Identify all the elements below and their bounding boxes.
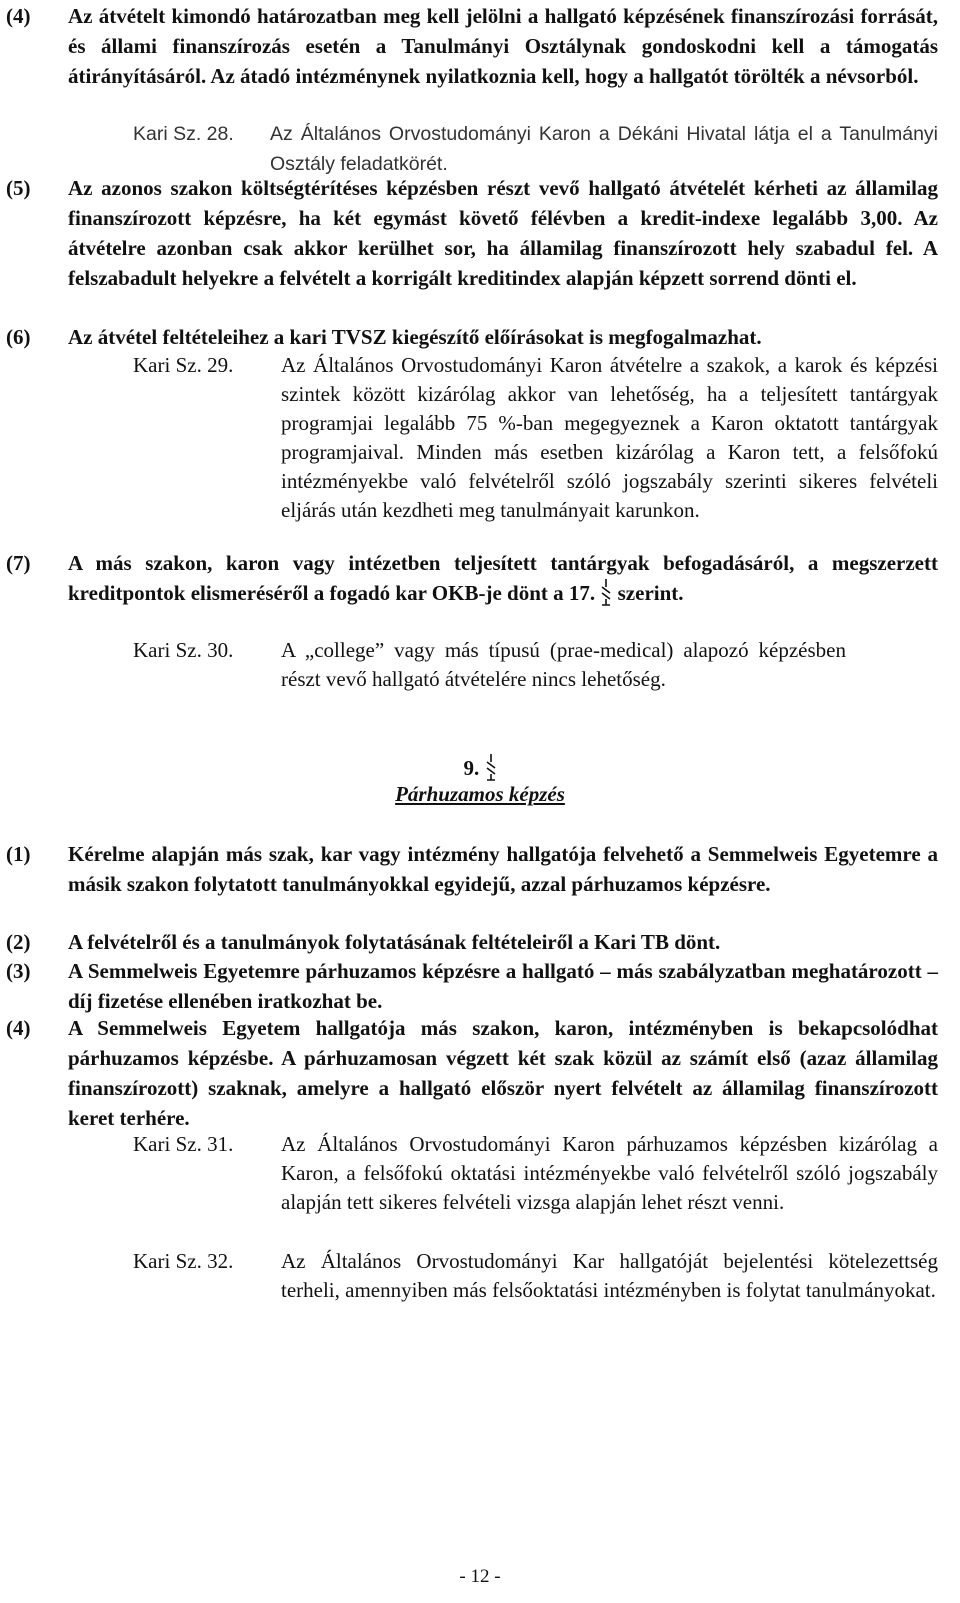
paragraph-number: (4) (6, 4, 31, 28)
paragraph-text: A Semmelweis Egyetem hallgatója más szakon, karon, intézményben is bekapcsolódhat párhuzamos képzésbe. A párhuzamosan végzett két szak közül az számít első (azaz államilag finanszírozott) szaknak, amelyre a hallgató először nyert felvételt az államilag finanszírozott keret terhére. (68, 1016, 938, 1130)
paragraph-number: (4) (6, 1016, 31, 1040)
paragraph-number: (5) (6, 176, 31, 200)
kari-sz-31 (133, 1130, 938, 1217)
kari-sz-29 (133, 351, 938, 525)
kari-sz-30 (133, 636, 938, 694)
section-sign-icon (600, 578, 612, 606)
kari-sz-32 (133, 1247, 938, 1305)
paragraph-text (68, 548, 938, 608)
paragraph-number: (3) (6, 959, 31, 983)
paragraph-7 (6, 548, 938, 608)
paragraph-number: (1) (6, 842, 31, 866)
section-number (0, 753, 960, 781)
paragraph-6 (6, 322, 938, 352)
paragraph-text-part: szerint. (617, 581, 684, 605)
paragraph-number: (2) (6, 930, 31, 954)
paragraph-number: (6) (6, 325, 31, 349)
kari-label: Kari Sz. 28. (133, 123, 234, 145)
paragraph-text: Kérelme alapján más szak, kar vagy intézmény hallgatója felvehető a Semmelweis Egyetemre a másik szakon folytatott tanulmányokkal egyidejű, azzal párhuzamos képzésre. (68, 842, 938, 896)
paragraph-text: Az azonos szakon költségtérítéses képzésben részt vevő hallgató átvételét kérheti az államilag finanszírozott képzésre, ha két egymást követő félévben a kredit-indexe legalább 3,00. Az átvételre azonban csak akkor kerülhet sor, ha államilag finanszírozott hely szabadul fel. A felszabadult helyekre a felvételt a korrigált kreditindex alapján képzett sorrend dönti el. (68, 176, 938, 290)
kari-text: Az Általános Orvostudományi Kar hallgatóját bejelentési kötelezettség terheli, amennyiben más felsőoktatási intézményben is folytat tanulmányokat. (281, 1249, 938, 1302)
paragraph-4 (6, 1, 938, 91)
section-sign-icon (485, 753, 497, 781)
kari-text: A „college” vagy más típusú (prae-medical) alapozó képzésben részt vevő hallgató átvételére nincs lehetőség. (281, 638, 846, 691)
section-number-text: 9. (463, 756, 480, 780)
kari-label: Kari Sz. 29. (133, 353, 234, 377)
paragraph-number: (7) (6, 551, 31, 575)
paragraph-text-part: A más szakon, karon vagy intézetben teljesített tantárgyak befogadásáról, a megszerzett kreditpontok elismeréséről a fogadó kar OKB-je dönt a 17. (68, 551, 938, 605)
kari-text: Az Általános Orvostudományi Karon párhuzamos képzésben kizárólag a Karon, a felsőfokú oktatási intézményekbe való felvételről szóló jogszabály alapján tett sikeres felvételi vizsga alapján lehet részt venni. (281, 1132, 938, 1214)
kari-label: Kari Sz. 31. (133, 1132, 234, 1156)
kari-label: Kari Sz. 32. (133, 1249, 234, 1273)
paragraph-text: A Semmelweis Egyetemre párhuzamos képzésre a hallgató – más szabályzatban meghatározott – díj fizetése ellenében iratkozhat be. (68, 959, 938, 1013)
page-number: - 12 - (459, 1566, 501, 1587)
paragraph-5 (6, 173, 938, 293)
kari-sz-28 (133, 119, 938, 179)
paragraph-text: A felvételről és a tanulmányok folytatásának feltételeiről a Kari TB dönt. (68, 930, 721, 954)
kari-label: Kari Sz. 30. (133, 638, 234, 662)
paragraph-1 (6, 839, 938, 899)
section-title: Párhuzamos képzés (395, 782, 565, 806)
paragraph-3 (6, 956, 938, 1016)
kari-text: Az Általános Orvostudományi Karon a Dékáni Hivatal látja el a Tanulmányi Osztály feladatkörét. (270, 123, 938, 175)
paragraph-text: Az átvétel feltételeihez a kari TVSZ kiegészítő előírásokat is megfogalmazhat. (68, 325, 762, 349)
paragraph-text: Az átvételt kimondó határozatban meg kell jelölni a hallgató képzésének finanszírozási forrását, és állami finanszírozás esetén a Tanulmányi Osztálynak gondoskodni kell a támogatás átirányításáról. Az átadó intézménynek nyilatkoznia kell, hogy a hallgatót törölték a névsorból. (68, 4, 938, 88)
paragraph-4-parallel (6, 1013, 938, 1133)
paragraph-2 (6, 927, 938, 957)
kari-text: Az Általános Orvostudományi Karon átvételre a szakok, a karok és képzési szintek között kizárólag akkor van lehetőség, ha a teljesített tantárgyak programjai legalább 75 %-ban megegyeznek a Karon oktatott tantárgyak programjaival. Minden más esetben kizárólag a Karon tett, a felsőfokú intézményekbe való felvételről szóló jogszabály szerinti sikeres felvételi eljárás után kezdheti meg tanulmányait karunkon. (281, 353, 938, 522)
